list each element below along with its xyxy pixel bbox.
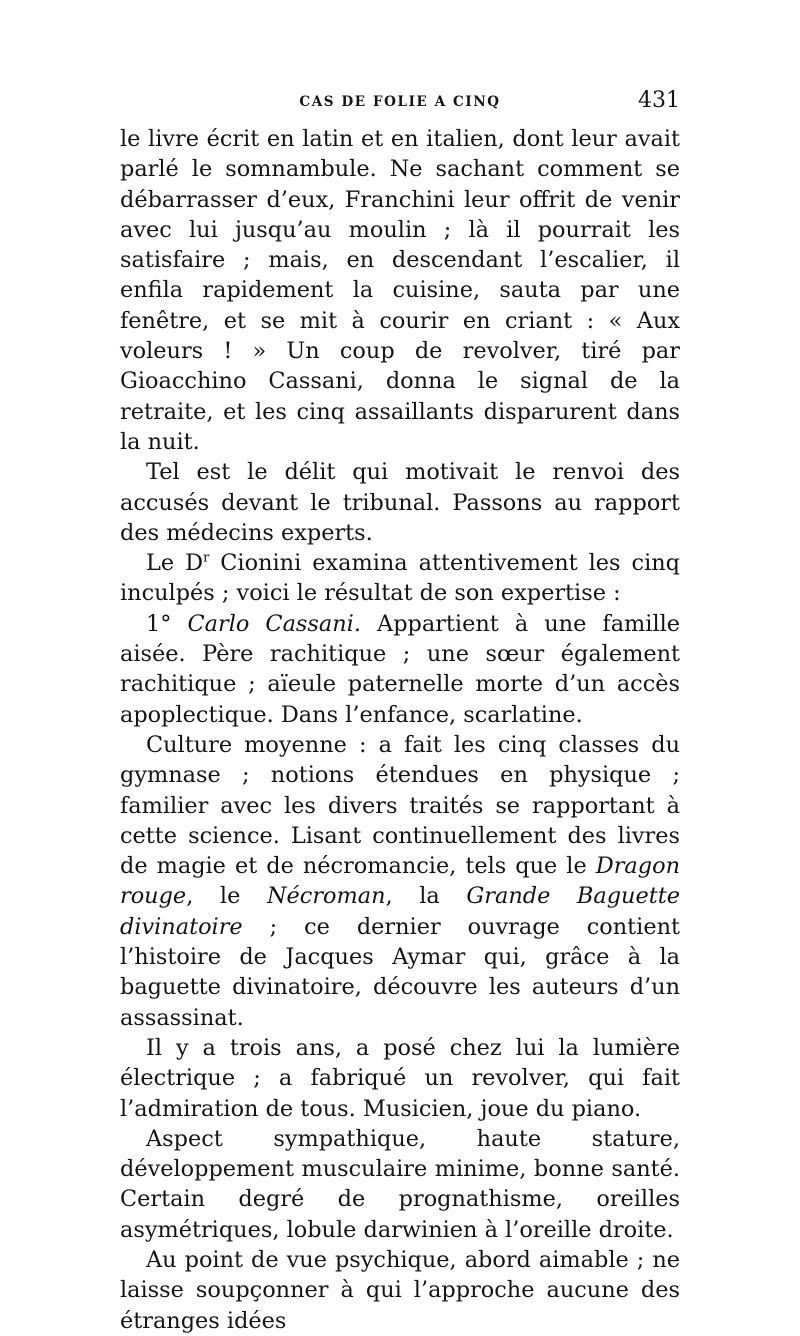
paragraph-8: Au point de vue psychique, abord aimable ; ne laisse soupçonner à qui l’approche aucune des étranges idées: [120, 1246, 680, 1334]
paragraph-5-text-3: , la: [385, 883, 467, 910]
paragraph-1: le livre écrit en latin et en italien, dont leur avait parlé le somnambule. Ne sachant comment se débarrasser d’eux, Franchini leur offrit de venir avec lui jusqu’au moulin ; là il pourrait les satisfaire ; mais, en descendant l’escalier, il enfila rapidement la cuisine, sauta par une fenêtre, et se mit à courir en criant : « Aux voleurs ! » Un coup de revolver, tiré par Gioacchino Cassani, donna le signal de la retraite, et les cinq assaillants disparurent dans la nuit.: [120, 126, 680, 455]
paragraph-5-text-4: ; ce dernier ouvrage contient l’histoire de Jacques Aymar qui, grâce à la baguette divinatoire, découvre les auteurs d’un assassinat.: [120, 913, 680, 1031]
paragraph-5: [120, 730, 680, 1033]
book-page: [120, 88, 680, 1336]
subject-name: Carlo Cassani.: [187, 610, 361, 637]
paragraph-4: [120, 609, 680, 730]
book-title-dragon-rouge: Dragon rouge: [120, 853, 680, 910]
page-number: 431: [638, 88, 680, 113]
doctor-abbrev: Le D: [146, 550, 204, 577]
running-title: CAS DE FOLIE A CINQ: [299, 94, 501, 110]
page-header: [120, 88, 680, 124]
paragraph-2: Tel est le délit qui motivait le renvoi des accusés devant le tribunal. Passons au rapport des médecins experts.: [120, 459, 680, 546]
book-title-grande-baguette: Grande Baguette divinatoire: [120, 883, 680, 940]
item-number: 1°: [146, 610, 188, 637]
paragraph-6: Il y a trois ans, a posé chez lui la lumière électrique ; a fabriqué un revolver, qui fait l’admiration de tous. Musicien, joue du piano.: [120, 1034, 680, 1122]
paragraph-3-text: Cionini examina attentivement les cinq inculpés ; voici le résultat de son expertise :: [120, 550, 680, 607]
paragraph-4-text: Appartient à une famille aisée. Père rachitique ; une sœur également rachitique ; aïeule paternelle morte d’un accès apoplectique. Dans l’enfance, scarlatine.: [120, 610, 681, 728]
body-text: [120, 124, 680, 1336]
paragraph-3: [120, 548, 680, 609]
paragraph-5-text-1: Culture moyenne : a fait les cinq classes du gymnase ; notions étendues en physique ; familier avec les divers traités se rapportant à cette science. Lisant continuellement des livres de magie et de nécromancie, tels que le: [120, 731, 680, 880]
paragraph-5-text-2: , le: [186, 883, 267, 910]
doctor-abbrev-sup: r: [203, 550, 210, 566]
book-title-necroman: Nécroman: [266, 883, 386, 910]
paragraph-7: Aspect sympathique, haute stature, développement musculaire minime, bonne santé. Certain degré de prognathisme, oreilles asymétriques, lobule darwinien à l’oreille droite.: [120, 1125, 680, 1243]
